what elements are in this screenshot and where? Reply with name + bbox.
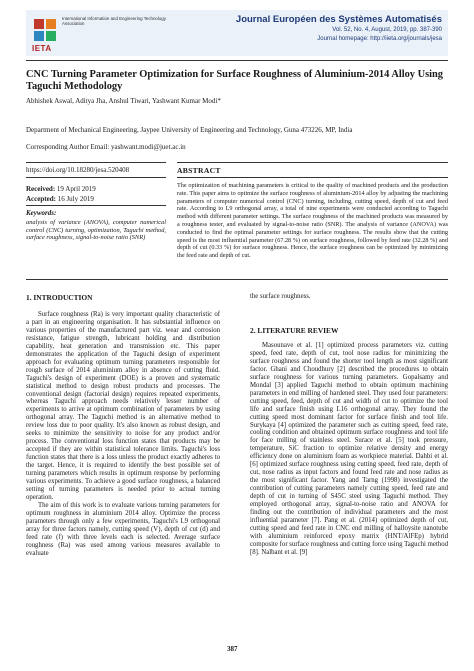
author-list: Abhishek Aswal, Aditya Jha, Anshul Tiwari, Yashwant Kumar Modi* <box>26 97 221 105</box>
literature-review-section <box>250 342 448 557</box>
dates-rule <box>26 205 166 206</box>
corresponding-email[interactable]: Corresponding Author Email: yashwant.modi@juet.ac.in <box>26 143 186 151</box>
right-column-lead <box>250 293 448 301</box>
review-paragraph-1: Masounave et al. [1] optimized process parameters viz. cutting speed, feed rate, depth of cut, tool nose radius for minimizing the surface roughness and found the shorter tool length as most significant factor. Ghani and Choudhury [2] described the procedures to obtain surface roughness for various turning parameters. Gopalsamy and Mondal [3] applied Taguchi method to obtain optimum machining parameters in end milling of hardened steel. They used four parameters: cutting speed, feed, depth of cut and width of cut to optimize the tool life and surface finish using L16 orthogonal array. They found the cutting speed most dominant factor for surface finish and tool life. Surykaya [4] optimized the parameter such as cutting speed, feed rate, cooling condition and obtained optimum surface roughness and tool life for face milling of stainless steel. Surace et al. [5] took pressure, temperature, SiC fraction to optimize relative density and energy efficiency done on aluminium foam as workpiece material. Dahbi et al. [6] optimized surface roughness using cutting speed, feed rate, depth of cut, nose radius as input factors and found feed rate and nose radius as the most significant factor. Yang and Tarng (1998) investigated the contribution of cutting parameters namely cutting speed, feed rate and depth of cut in turning of S45C steel using Taguchi method. They employed orthogonal array, signal-to-noise ratio and ANOVA for finding out the contribution of individual parameters and the most influential parameter [7]. Pang et al. (2014) optimized depth of cut, cutting speed and feed rate in CNC end milling of halloysite nanotube with aluminium reinforced epoxy matrix (HNT/AlFEp) hybrid composite for surface roughness and cutting force using Taguchi method [8]. Nalbant et al. [9] <box>250 342 448 556</box>
introduction-section <box>26 311 220 558</box>
doi-rule-bottom <box>26 177 166 178</box>
abstract-heading: ABSTRACT <box>177 166 221 175</box>
journal-header <box>26 10 448 56</box>
abstract-rule-bottom <box>26 279 448 280</box>
doi-rule-top <box>26 162 166 163</box>
journal-volume: Vol. 52, No. 4, August, 2019, pp. 387-390 <box>332 27 442 33</box>
affiliation: Department of Mechanical Engineering, Jaypee University of Engineering and Technology, Guna 473226, MP, India <box>26 126 353 134</box>
intro-continuation: the surface roughness. <box>250 293 311 300</box>
journal-title: Journal Européen des Systèmes Automatisés <box>235 14 442 25</box>
header-rule <box>26 60 448 61</box>
ieta-logo-icon <box>32 17 58 43</box>
introduction-heading: 1. INTRODUCTION <box>26 293 93 302</box>
received-date: Received: 19 April 2019 <box>26 185 96 193</box>
org-name: International Information and Engineering Technology Association <box>62 16 166 27</box>
logo-name: IETA <box>32 44 52 53</box>
journal-homepage-link[interactable]: Journal homepage: http://iieta.org/journals/jesa <box>317 36 442 42</box>
keywords-heading: Keywords: <box>26 209 57 217</box>
accepted-date: Accepted: 16 July 2019 <box>26 194 94 203</box>
intro-paragraph-1: Surface roughness (Ra) is very important quality characteristic of a part in an engineering organisation. It has substantial influence on various properties of the manufactured part viz. wear and corrosion resistance, fatigue strength, lubricant holding and distribution capability, heat generation and transmission etc. This paper demonstrates the application of the Taguchi design of experiment approach for evaluating optimum turning parameters responsible for rough surface of 2014 aluminium alloy in absence of cutting fluid. Taguchi's design of experiment (DOE) is a proven and systematic statistical method to design robust products and processes. The conventional design (factorial design) requires repeated experiments, whereas Taguchi approach needs relatively lesser number of experiments to arrive at optimum combination of parameters by using orthogonal array. The Taguchi method is an alternative method to review loss due to poor quality. It's also known as robust design, and seeks to minimize the sensitivity to noise for any product and/or process. The conventional loss function states that products may be accepted if they are within statistical tolerance limits. Taguchi's loss function states that there is a loss unless the product exactly adheres to the target. Hence, it is required to identify the best possible set of turning parameters which results in optimum response by performing various experiments. To achieve a good surface roughness, a balanced setting of turning parameters is needed prior to actual turning operation. <box>26 311 220 501</box>
abstract-rule-top <box>177 162 448 163</box>
page-number: 387 <box>227 645 238 653</box>
abstract-text: The optimization of machining parameters is critical to the quality of machined products and the production rate. This paper aims to optimize the surface roughness of aluminium-2014 alloy by adjusting the machining parameters of computer numerical control (CNC) turning, including, cutting speed, depth of cut and feed rate. According to L9 orthogonal array, a total of nine experiments were conducted according to Taguchi method with different parameter settings. The surface roughness of the machined products was measured by a roughness tester, and evaluated by signal-to-noise ratio (SNR). The analysis of variance (ANOVA) was conducted to find the optimal parameter settings for surface roughness. The results show that the cutting speed is the most influential parameter (67.28 %) on surface roughness, followed by feed rate (32.28 %) and depth of cut (0.33 %) for surface roughness. Hence, the surface roughness can be optimized by minimizing the feed rate and depth of cut. <box>177 182 448 260</box>
abstract-heading-rule <box>177 177 448 178</box>
paper-title: CNC Turning Parameter Optimization for Surface Roughness of Aluminium-2014 Alloy Using Taguchi Methodology <box>26 69 443 92</box>
keywords-text: analysis of variance (ANOVA), computer numerical control (CNC) turning, optimization, Taguchi method, surface roughness, signal-to-noise ratio (SNR) <box>26 219 166 242</box>
literature-review-heading: 2. LITERATURE REVIEW <box>250 326 339 335</box>
doi-link[interactable]: https://doi.org/10.18280/jesa.520408 <box>26 166 130 174</box>
article-dates <box>26 185 96 204</box>
intro-paragraph-2: The aim of this work is to evaluate various turning parameters for optimum roughness in aluminium 2014 alloy. Optimize the process parameters through only a few experiments, Taguchi's L9 orthogonal array for three factors namely, cutting speed (V), depth of cut (d) and feed rate (f) with three levels each is selected. Average surface roughness (Ra) was used among various measures available to evaluate <box>26 501 220 557</box>
